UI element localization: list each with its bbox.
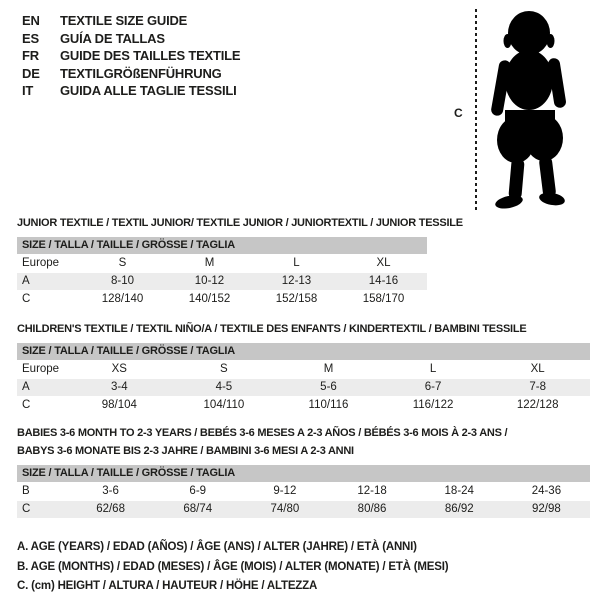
babies-table-title-line1: BABIES 3-6 MONTH TO 2-3 YEARS / BEBÉS 3-6 MESES A 2-3 AÑOS / BÉBÉS 3-6 MOIS À 2-3 ANS / [17,427,508,439]
junior-table-title: JUNIOR TEXTILE / TEXTIL JUNIOR/ TEXTILE JUNIOR / JUNIORTEXTIL / JUNIOR TESSILE [17,217,463,229]
value-cell: 110/116 [308,399,349,411]
value-cell: 62/68 [96,503,125,515]
table-row [17,397,590,414]
value-cell: 152/158 [275,293,318,305]
value-cell: 128/140 [101,293,144,305]
lang-label: GUIDE DES TAILLES TEXTILE [60,48,241,63]
legend-line-b: B. AGE (MONTHS) / EDAD (MESES) / ÂGE (MOIS) / ALTER (MONATE) / ETÀ (MESI) [17,560,449,573]
value-cell: XS [111,363,127,375]
lang-row-it [22,82,240,100]
size-header-bar: SIZE / TALLA / TAILLE / GRÖSSE / TAGLIA [17,343,590,360]
value-cell: M [204,257,215,269]
legend-line-a: A. AGE (YEARS) / EDAD (AÑOS) / ÂGE (ANS) / ALTER (JAHRE) / ETÀ (ANNI) [17,541,417,553]
value-cell: 86/92 [444,503,474,515]
value-cell: 3-4 [110,381,128,393]
row-label-cell: C [22,399,31,411]
size-header-bar: SIZE / TALLA / TAILLE / GRÖSSE / TAGLIA [17,465,590,482]
legend [17,538,448,597]
lang-label: TEXTILE SIZE GUIDE [60,13,188,28]
row-label-cell: C [22,293,31,305]
value-cell: 122/128 [516,399,559,411]
value-cell: 6-9 [189,485,207,497]
value-cell: 92/98 [532,503,561,515]
lang-code: FR [22,48,39,63]
table-row [17,273,427,290]
value-cell: 9-12 [273,485,297,497]
value-cell: XL [376,257,391,269]
children-table-section [17,322,590,414]
table-row [17,255,427,272]
value-cell: 104/110 [203,399,245,411]
babies-table-title-line2: BABYS 3-6 MONATE BIS 2-3 JAHRE / BAMBINI 3-6 MESI A 2-3 ANNI [17,445,354,457]
value-cell: S [220,363,228,375]
value-cell: 6-7 [424,381,442,393]
table-row [17,483,590,500]
height-figure [440,6,598,216]
lang-code: EN [22,13,40,28]
language-guide [22,12,240,100]
value-cell: 74/80 [270,503,300,515]
lang-label: GUIDA ALLE TAGLIE TESSILI [60,83,237,98]
value-cell: 14-16 [368,275,399,287]
value-cell: 24-36 [531,485,562,497]
table-row [17,361,590,378]
row-label-cell: A [22,275,30,287]
value-cell: M [323,363,334,375]
value-cell: 8-10 [110,275,135,287]
lang-row-en [22,12,240,30]
row-label-cell: B [22,485,30,497]
table-row [17,501,590,518]
value-cell: S [118,257,127,269]
row-label-cell: Europe [22,257,60,269]
value-cell: 98/104 [101,399,137,411]
lang-code: DE [22,65,40,81]
lang-label: TEXTILGRÖßENFÜHRUNG [60,65,222,81]
value-cell: L [429,363,437,375]
value-cell: 68/74 [183,503,213,515]
legend-line-c: C. (cm) HEIGHT / ALTURA / HAUTEUR / HÖHE / ALTEZZA [17,580,318,592]
lang-label: GUÍA DE TALLAS [60,30,165,46]
value-cell: 140/152 [188,293,231,305]
table-row [17,291,427,308]
lang-code: ES [22,30,39,46]
value-cell: 4-5 [215,381,233,393]
value-cell: 5-6 [320,381,337,393]
junior-table-section [17,216,463,308]
value-cell: 3-6 [102,485,119,497]
babies-table-section [17,426,590,518]
value-cell: 80/86 [357,503,387,515]
lang-row-fr [22,47,240,65]
row-label-cell: A [22,381,30,393]
table-row [17,379,590,396]
value-cell: 116/122 [412,399,454,411]
children-table-title: CHILDREN'S TEXTILE / TEXTIL NIÑO/A / TEXTILE DES ENFANTS / KINDERTEXTIL / BAMBINI TESSILE [17,323,527,335]
value-cell: 7-8 [529,381,546,393]
value-cell: 10-12 [194,275,225,287]
height-dashed-line [475,9,477,212]
row-label-cell: Europe [22,363,60,375]
row-label-cell: C [22,503,31,515]
value-cell: L [293,257,300,269]
lang-row-es [22,30,240,48]
lang-row-de [22,65,240,83]
value-cell: 18-24 [444,485,474,497]
lang-code: IT [22,83,34,98]
value-cell: XL [530,363,545,375]
height-marker-label: C [454,106,463,120]
value-cell: 12-13 [281,275,312,287]
value-cell: 158/170 [362,293,405,305]
value-cell: 12-18 [357,485,387,497]
toddler-silhouette-image [484,10,596,213]
size-header-bar: SIZE / TALLA / TAILLE / GRÖSSE / TAGLIA [17,237,427,254]
